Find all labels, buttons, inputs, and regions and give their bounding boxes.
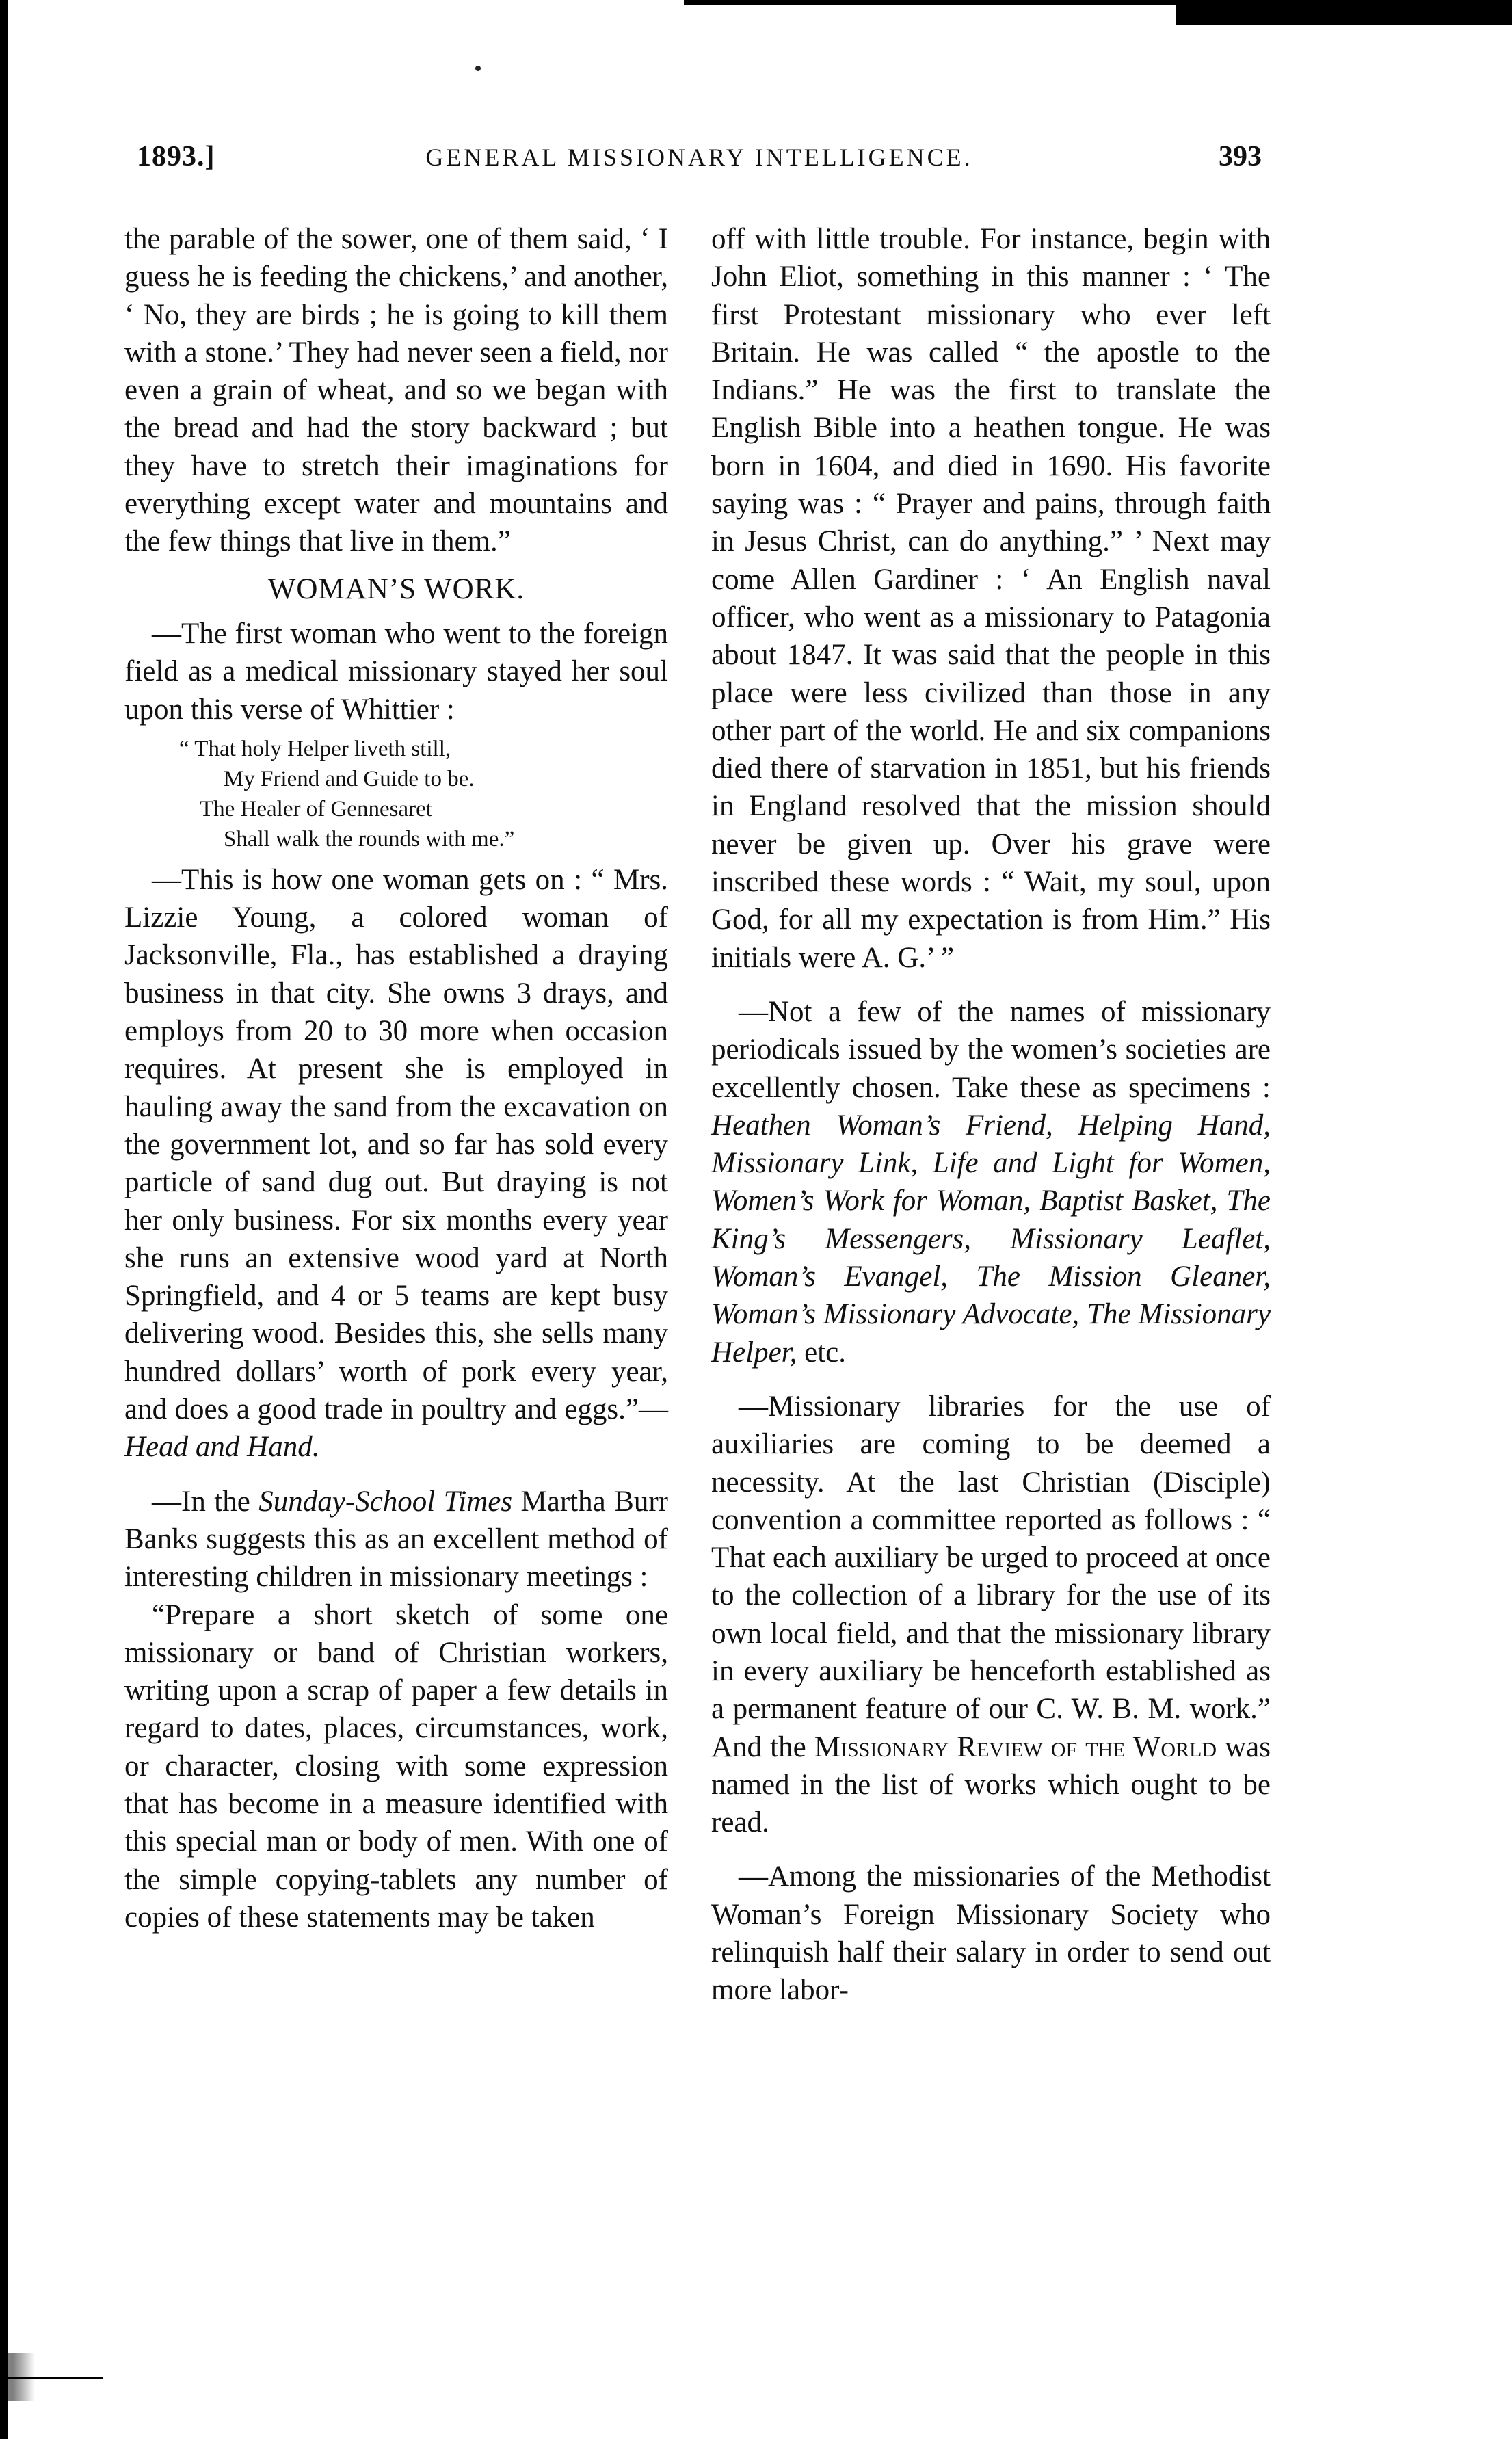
right-column	[711, 220, 1271, 2009]
page-number: 393	[1219, 141, 1262, 172]
scan-top-rule	[684, 0, 1512, 5]
paragraph-medical-missionary: —The first woman who went to the foreign field as a medical missionary stayed her soul upon this verse of Whittier :	[124, 617, 668, 726]
left-column	[124, 220, 668, 1936]
periodical-names: Heathen Woman’s Friend, Helping Hand, Missionary Link, Life and Light for Women, Women’s Work for Woman, Baptist Basket, The King’s Messengers, Missionary Leaflet, Woman’s Evangel, The Mission Gleaner, Woman’s Missionary Advocate, The Missionary Helper,	[711, 1109, 1271, 1369]
poem-line: “ That holy Helper liveth still,	[179, 736, 451, 761]
paragraph-text: etc.	[797, 1336, 847, 1369]
poem-line: The Healer of Gennesaret	[200, 796, 432, 821]
paragraph-lizzie-young	[124, 861, 668, 1466]
scan-corner-rule	[8, 2377, 103, 2379]
poem-quote	[124, 734, 668, 854]
header-year: 1893.]	[137, 141, 215, 172]
paragraph-text: —Not a few of the names of missionary periodicals issued by the women’s societies are excellently chosen. Take these as specimens :	[711, 995, 1271, 1104]
paragraph-methodist: —Among the missionaries of the Methodist Woman’s Foreign Missionary Society who relinquish half their salary in order to send out more labor-	[711, 1860, 1271, 2007]
poem-line: Shall walk the rounds with me.”	[224, 826, 515, 852]
paragraph-text: —In the	[152, 1485, 259, 1518]
paragraph-text: was named in the list of works which ought to be read.	[711, 1730, 1271, 1839]
paragraph-periodicals	[711, 993, 1271, 1371]
scan-top-mark	[1176, 5, 1512, 25]
paragraph-libraries	[711, 1388, 1271, 1842]
paragraph-prepare-sketch: “Prepare a short sketch of some one missionary or band of Christian workers, writing upon a scrap of paper a few details in regard to dates, places, circumstances, work, or character, closing with some expression that has become in a measure identified with this special man or body of men. With one of the simple copying-tablets any number of copies of these statements may be taken	[124, 1598, 668, 1934]
paragraph-text: —This is how one woman gets on : “ Mrs. Lizzie Young, a colored woman of Jacksonville, Fla., has established a draying business in that city. She owns 3 drays, and employs from 20 to 30 more when occasion requires. At present she is employed in hauling away the sand from the excavation on the government lot, and so far has sold every particle of sand dug out. But draying is not her only business. For six months every year she runs an extensive wood yard at North Springfield, and 4 or 5 teams are kept busy delivering wood. Besides this, she sells many hundred dollars’ worth of pork every year, and does a good trade in poultry and eggs.”—	[124, 863, 668, 1426]
header-title: GENERAL MISSIONARY INTELLIGENCE.	[425, 144, 973, 171]
publication-title: Missionary Review of the World	[814, 1730, 1217, 1763]
paragraph-sunday-school	[124, 1483, 668, 1596]
scan-edge-bar	[0, 0, 8, 2439]
source-citation: Head and Hand.	[124, 1431, 320, 1464]
section-heading: WOMAN’S WORK.	[267, 572, 525, 605]
paragraph-parable: the parable of the sower, one of them said, ‘ I guess he is feeding the chickens,’ and another, ‘ No, they are birds ; he is going to kill them with a stone.’ They had never seen a field, nor even a grain of wheat, and so we began with the bread and had the story backward ; but they have to stretch their imaginations for everything except water and mountains and the few things that live in them.”	[124, 223, 668, 558]
paragraph-john-eliot: off with little trouble. For instance, begin with John Eliot, something in this manner : ‘ The first Protestant missionary who ever left Britain. He was called “ the apostle to the Indians.” He was the first to translate the English Bible into a heathen tongue. He was born in 1604, and died in 1690. His favorite saying was : “ Prayer and pains, through faith in Jesus Christ, can do anything.” ’ Next may come Allen Gardiner : ‘ An English naval officer, who went as a missionary to Patagonia about 1847. It was said that the people in this place were less civilized than those in any other part of the world. He and six companions died there of starvation in 1851, but his friends in England resolved that the mission should never be given up. Over his grave were inscribed these words : “ Wait, my soul, upon God, for all my expectation is from Him.” His initials were A. G.’ ”	[711, 223, 1271, 974]
running-header	[137, 140, 1262, 181]
poem-line: My Friend and Guide to be.	[224, 766, 475, 791]
paragraph-text: —Missionary libraries for the use of auxiliaries are coming to be deemed a necessity. At the last Christian (Disciple) convention a committee reported as follows : “ That each auxiliary be urged to proceed at once to the collection of a library for the use of its own local field, and that the missionary library in every auxiliary be henceforth established as a permanent feature of our C. W. B. M. work.” And the	[711, 1390, 1271, 1763]
paragraph-text: Martha Burr Banks suggests this as an excellent method of interesting children in missionary meetings :	[124, 1485, 668, 1594]
publication-title: Sunday-School Times	[258, 1485, 513, 1518]
scan-speck	[475, 66, 481, 71]
